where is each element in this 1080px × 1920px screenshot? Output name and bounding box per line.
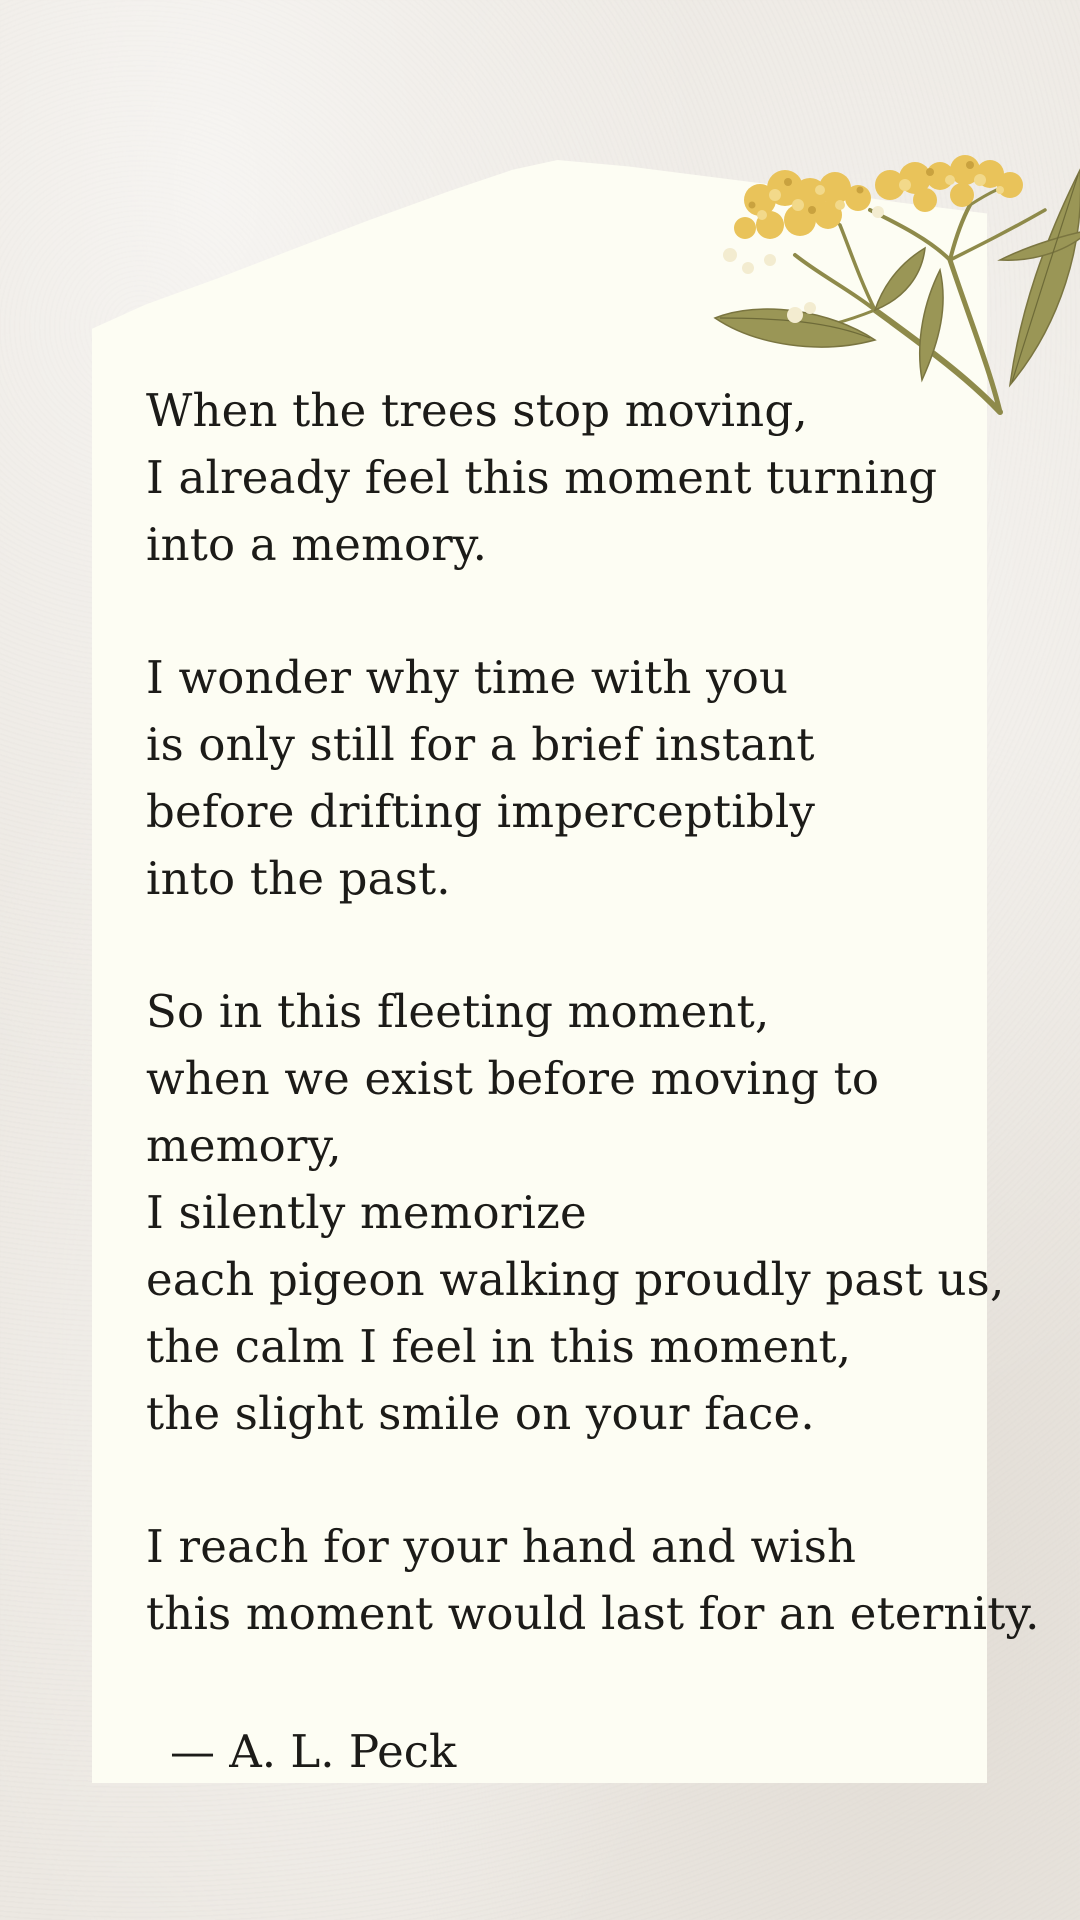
poem-line: I reach for your hand and wish xyxy=(146,1520,857,1573)
poem-stanza-4 xyxy=(146,1513,1040,1647)
poem-line: into a memory. xyxy=(146,518,488,571)
poem-line: each pigeon walking proudly past us, xyxy=(146,1253,1005,1306)
poem-body xyxy=(146,377,1040,1647)
poem-stanza-1 xyxy=(146,377,966,578)
poem-line: memory, xyxy=(146,1119,342,1172)
poem-line: the calm I feel in this moment, xyxy=(146,1320,852,1373)
poem-line: I already feel this moment turning xyxy=(146,451,938,504)
poem-line: I silently memorize xyxy=(146,1186,587,1239)
poem-line: is only still for a brief instant xyxy=(146,718,815,771)
poem-line: the slight smile on your face. xyxy=(146,1387,815,1440)
poem-line: this moment would last for an eternity. xyxy=(146,1587,1040,1640)
poem-signature: — A. L. Peck xyxy=(170,1725,457,1778)
poem-line: before drifting imperceptibly xyxy=(146,785,816,838)
poem-line: When the trees stop moving, xyxy=(146,384,808,437)
poem-line: I wonder why time with you xyxy=(146,651,789,704)
poem-line: So in this fleeting moment, xyxy=(146,985,770,1038)
poem-stanza-2 xyxy=(146,644,966,912)
poem-stanza-3 xyxy=(146,978,1005,1447)
poem-line: into the past. xyxy=(146,852,451,905)
poem-line: when we exist before moving to xyxy=(146,1052,880,1105)
